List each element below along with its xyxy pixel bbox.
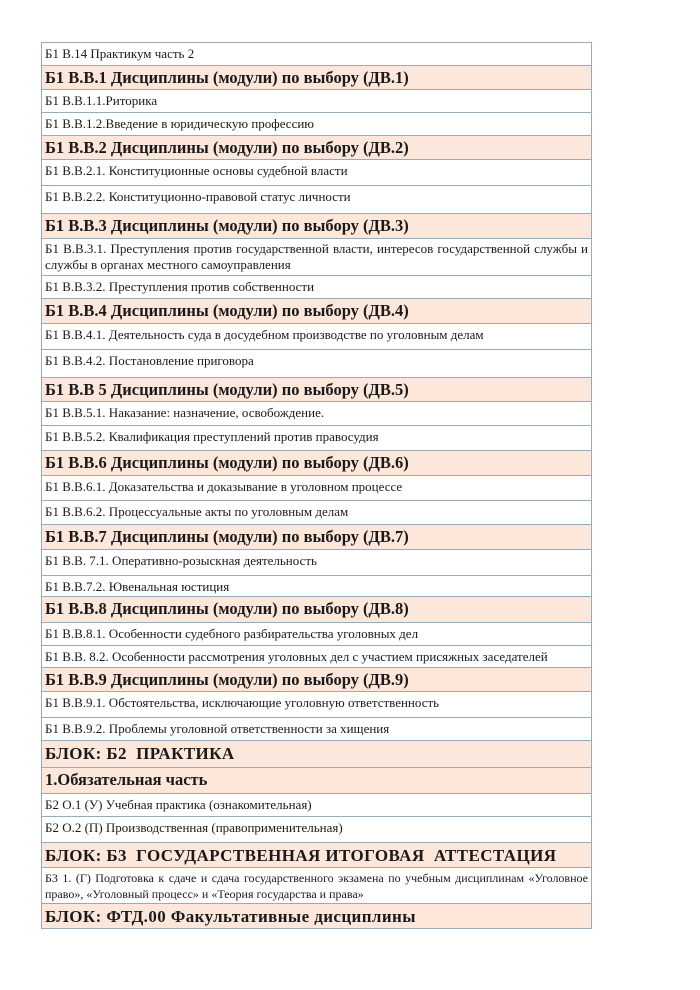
table-row — [42, 623, 591, 646]
row-text: Б1 В.В. 8.2. Особенности рассмотрения уголовных дел с участием присяжных заседателей — [45, 649, 548, 664]
row-text: Б1 В.В.2.2. Конституционно-правовой статус личности — [45, 189, 351, 204]
block-header-row — [42, 741, 591, 768]
table-row — [42, 817, 591, 843]
section-title: 1.Обязательная часть — [45, 770, 208, 789]
table-row — [42, 718, 591, 741]
section-title: Б1 В.В.3 Дисциплины (модули) по выбору (ДВ.3) — [45, 216, 409, 235]
row-text: Б1 В.В. 7.1. Оперативно-розыскная деятельность — [45, 553, 317, 568]
table-row — [42, 350, 591, 378]
table-row — [42, 576, 591, 597]
row-text: Б1 В.В.6.2. Процессуальные акты по уголовным делам — [45, 504, 349, 519]
row-text: Б1 В.В.9.1. Обстоятельства, исключающие уголовную ответственность — [45, 695, 440, 710]
section-title: Б1 В.В 5 Дисциплины (модули) по выбору (ДВ.5) — [45, 380, 409, 399]
table-row — [42, 276, 591, 299]
section-header-row — [42, 451, 591, 476]
section-header-row — [42, 768, 591, 794]
curriculum-table — [41, 42, 592, 929]
block-title: БЛОК: Б2 ПРАКТИКА — [45, 744, 235, 763]
section-header-row — [42, 668, 591, 692]
section-title: Б1 В.В.9 Дисциплины (модули) по выбору (ДВ.9) — [45, 670, 409, 689]
row-text: Б1 В.В.2.1. Конституционные основы судебной власти — [45, 163, 348, 178]
row-text: Б2 О.1 (У) Учебная практика (ознакомительная) — [45, 797, 312, 812]
section-header-row — [42, 525, 591, 550]
row-text: Б1 В.В.7.2. Ювенальная юстиция — [45, 579, 230, 594]
section-header-row — [42, 299, 591, 324]
table-row — [42, 324, 591, 350]
section-title: Б1 В.В.6 Дисциплины (модули) по выбору (ДВ.6) — [45, 453, 409, 472]
block-header-row — [42, 904, 591, 928]
row-text: Б3 1. (Г) Подготовка к сдаче и сдача государственного экзамена по учебным дисциплинам «Уголовное право», «Уголовный процесс» и «Теория государства и права» — [45, 871, 588, 901]
table-row — [42, 402, 591, 426]
row-text: Б1 В.В.5.1. Наказание: назначение, освобождение. — [45, 405, 325, 420]
row-text: Б2 О.2 (П) Производственная (правоприменительная) — [45, 820, 343, 835]
table-row — [42, 160, 591, 186]
table-row — [42, 476, 591, 501]
row-text: Б1 В.В.5.2. Квалификация преступлений против правосудия — [45, 429, 379, 444]
section-header-row — [42, 66, 591, 90]
row-text: Б1 В.В.4.1. Деятельность суда в досудебном производстве по уголовным делам — [45, 327, 484, 342]
section-title: Б1 В.В.8 Дисциплины (модули) по выбору (ДВ.8) — [45, 599, 409, 618]
table-row — [42, 426, 591, 451]
row-text: Б1 В.14 Практикум часть 2 — [45, 46, 195, 61]
row-text: Б1 В.В.8.1. Особенности судебного разбирательства уголовных дел — [45, 626, 419, 641]
block-title: БЛОК: Б3 ГОСУДАРСТВЕННАЯ ИТОГОВАЯ АТТЕСТАЦИЯ — [45, 846, 557, 865]
row-text: Б1 В.В.1.2.Введение в юридическую профессию — [45, 116, 315, 131]
row-text: Б1 В.В.4.2. Постановление приговора — [45, 353, 254, 368]
section-header-row — [42, 136, 591, 160]
row-text: Б1 В.В.6.1. Доказательства и доказывание в уголовном процессе — [45, 479, 403, 494]
table-row — [42, 692, 591, 718]
table-row — [42, 794, 591, 817]
table-row — [42, 186, 591, 214]
row-text: Б1 В.В.3.2. Преступления против собственности — [45, 279, 315, 294]
section-title: Б1 В.В.7 Дисциплины (модули) по выбору (ДВ.7) — [45, 527, 409, 546]
block-header-row — [42, 843, 591, 868]
table-row — [42, 550, 591, 576]
table-row — [42, 90, 591, 113]
table-row — [42, 43, 591, 66]
table-row — [42, 646, 591, 668]
section-title: Б1 В.В.4 Дисциплины (модули) по выбору (ДВ.4) — [45, 301, 409, 320]
row-text: Б1 В.В.1.1.Риторика — [45, 93, 158, 108]
section-header-row — [42, 597, 591, 623]
row-text: Б1 В.В.3.1. Преступления против государственной власти, интересов государственной службы и службы в органах местного самоуправления — [45, 241, 588, 272]
table-row — [42, 113, 591, 136]
section-header-row — [42, 214, 591, 239]
block-title: БЛОК: ФТД.00 Факультативные дисциплины — [45, 907, 416, 926]
table-row — [42, 501, 591, 525]
table-row — [42, 868, 591, 904]
table-row — [42, 239, 591, 276]
section-title: Б1 В.В.1 Дисциплины (модули) по выбору (ДВ.1) — [45, 68, 409, 87]
section-title: Б1 В.В.2 Дисциплины (модули) по выбору (ДВ.2) — [45, 138, 409, 157]
row-text: Б1 В.В.9.2. Проблемы уголовной ответственности за хищения — [45, 721, 390, 736]
section-header-row — [42, 378, 591, 402]
